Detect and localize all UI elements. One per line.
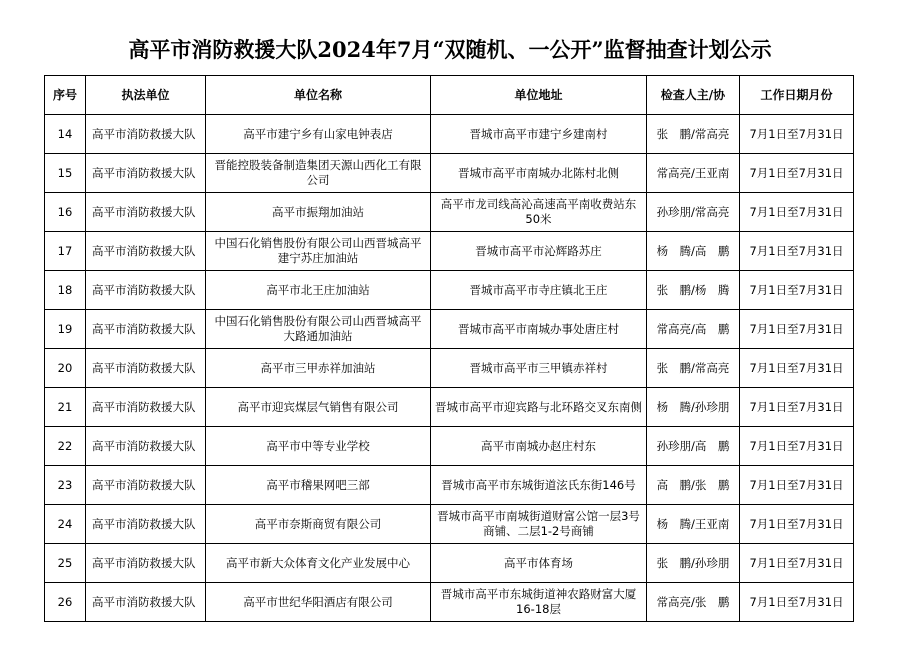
- cell-enforcement-unit: 高平市消防救援大队: [86, 427, 206, 466]
- cell-enforcement-unit: 高平市消防救援大队: [86, 232, 206, 271]
- cell-serial: 25: [45, 544, 86, 583]
- cell-unit-name: 晋能控股装备制造集团天源山西化工有限公司: [206, 154, 431, 193]
- table-header-row: [45, 76, 854, 115]
- cell-serial: 16: [45, 193, 86, 232]
- cell-enforcement-unit: 高平市消防救援大队: [86, 271, 206, 310]
- cell-inspectors: 常高亮/张 鹏: [647, 583, 740, 622]
- cell-work-date: 7月1日至7月31日: [740, 349, 854, 388]
- cell-serial: 20: [45, 349, 86, 388]
- cell-work-date: 7月1日至7月31日: [740, 310, 854, 349]
- cell-inspectors: 孙珍朋/常高亮: [647, 193, 740, 232]
- cell-unit-name: 中国石化销售股份有限公司山西晋城高平大路通加油站: [206, 310, 431, 349]
- cell-serial: 18: [45, 271, 86, 310]
- cell-serial: 14: [45, 115, 86, 154]
- cell-enforcement-unit: 高平市消防救援大队: [86, 544, 206, 583]
- cell-serial: 19: [45, 310, 86, 349]
- cell-enforcement-unit: 高平市消防救援大队: [86, 388, 206, 427]
- cell-unit-address: 晋城市高平市南城办事处唐庄村: [431, 310, 647, 349]
- cell-unit-address: 晋城市高平市三甲镇赤祥村: [431, 349, 647, 388]
- header-work-date: 工作日期月份: [740, 76, 854, 115]
- cell-unit-name: 中国石化销售股份有限公司山西晋城高平建宁苏庄加油站: [206, 232, 431, 271]
- header-unit-address: 单位地址: [431, 76, 647, 115]
- table-row: [45, 154, 854, 193]
- cell-unit-address: 晋城市高平市东城街道泫氏东街146号: [431, 466, 647, 505]
- cell-inspectors: 张 鹏/常高亮: [647, 349, 740, 388]
- cell-enforcement-unit: 高平市消防救援大队: [86, 505, 206, 544]
- table-row: [45, 505, 854, 544]
- header-inspectors: 检查人主/协: [647, 76, 740, 115]
- header-unit-name: 单位名称: [206, 76, 431, 115]
- cell-unit-name: 高平市三甲赤祥加油站: [206, 349, 431, 388]
- cell-unit-name: 高平市中等专业学校: [206, 427, 431, 466]
- table-row: [45, 427, 854, 466]
- cell-work-date: 7月1日至7月31日: [740, 427, 854, 466]
- cell-enforcement-unit: 高平市消防救援大队: [86, 466, 206, 505]
- cell-work-date: 7月1日至7月31日: [740, 388, 854, 427]
- cell-unit-name: 高平市世纪华阳酒店有限公司: [206, 583, 431, 622]
- cell-unit-name: 高平市迎宾煤层气销售有限公司: [206, 388, 431, 427]
- cell-unit-name: 高平市北王庄加油站: [206, 271, 431, 310]
- cell-work-date: 7月1日至7月31日: [740, 544, 854, 583]
- cell-inspectors: 孙珍朋/高 鹏: [647, 427, 740, 466]
- cell-unit-name: 高平市振翔加油站: [206, 193, 431, 232]
- cell-serial: 24: [45, 505, 86, 544]
- cell-work-date: 7月1日至7月31日: [740, 466, 854, 505]
- page-title: 高平市消防救援大队2024年7月“双随机、一公开”监督抽查计划公示: [128, 37, 772, 62]
- table-row: [45, 349, 854, 388]
- cell-unit-address: 高平市体育场: [431, 544, 647, 583]
- cell-unit-address: 晋城市高平市沁辉路苏庄: [431, 232, 647, 271]
- cell-enforcement-unit: 高平市消防救援大队: [86, 193, 206, 232]
- cell-inspectors: 常高亮/王亚南: [647, 154, 740, 193]
- cell-work-date: 7月1日至7月31日: [740, 115, 854, 154]
- cell-enforcement-unit: 高平市消防救援大队: [86, 154, 206, 193]
- cell-work-date: 7月1日至7月31日: [740, 154, 854, 193]
- cell-work-date: 7月1日至7月31日: [740, 583, 854, 622]
- cell-serial: 17: [45, 232, 86, 271]
- cell-inspectors: 杨 腾/王亚南: [647, 505, 740, 544]
- cell-enforcement-unit: 高平市消防救援大队: [86, 115, 206, 154]
- cell-unit-address: 晋城市高平市建宁乡建南村: [431, 115, 647, 154]
- cell-serial: 15: [45, 154, 86, 193]
- cell-inspectors: 张 鹏/常高亮: [647, 115, 740, 154]
- table-row: [45, 466, 854, 505]
- cell-unit-address: 晋城市高平市东城街道神农路财富大厦16-18层: [431, 583, 647, 622]
- cell-serial: 21: [45, 388, 86, 427]
- cell-work-date: 7月1日至7月31日: [740, 505, 854, 544]
- cell-inspectors: 杨 腾/孙珍朋: [647, 388, 740, 427]
- cell-work-date: 7月1日至7月31日: [740, 232, 854, 271]
- cell-unit-name: 高平市建宁乡有山家电钟表店: [206, 115, 431, 154]
- cell-inspectors: 张 鹏/孙珍朋: [647, 544, 740, 583]
- cell-inspectors: 高 鹏/张 鹏: [647, 466, 740, 505]
- cell-unit-name: 高平市稽果网吧三部: [206, 466, 431, 505]
- cell-work-date: 7月1日至7月31日: [740, 193, 854, 232]
- cell-inspectors: 常高亮/高 鹏: [647, 310, 740, 349]
- cell-serial: 22: [45, 427, 86, 466]
- table-row: [45, 310, 854, 349]
- cell-unit-address: 晋城市高平市南城街道财富公馆一层3号商铺、二层1-2号商铺: [431, 505, 647, 544]
- cell-unit-address: 晋城市高平市寺庄镇北王庄: [431, 271, 647, 310]
- table-row: [45, 193, 854, 232]
- cell-enforcement-unit: 高平市消防救援大队: [86, 349, 206, 388]
- cell-unit-address: 晋城市高平市迎宾路与北环路交叉东南侧: [431, 388, 647, 427]
- inspection-plan-table: [44, 75, 854, 622]
- header-serial: 序号: [45, 76, 86, 115]
- table-row: [45, 544, 854, 583]
- cell-inspectors: 张 鹏/杨 腾: [647, 271, 740, 310]
- cell-serial: 23: [45, 466, 86, 505]
- cell-enforcement-unit: 高平市消防救援大队: [86, 583, 206, 622]
- cell-unit-address: 高平市龙司线高沁高速高平南收费站东50米: [431, 193, 647, 232]
- cell-unit-address: 高平市南城办赵庄村东: [431, 427, 647, 466]
- table-row: [45, 271, 854, 310]
- header-enforcement-unit: 执法单位: [86, 76, 206, 115]
- cell-work-date: 7月1日至7月31日: [740, 271, 854, 310]
- cell-serial: 26: [45, 583, 86, 622]
- cell-unit-name: 高平市奈斯商贸有限公司: [206, 505, 431, 544]
- table-row: [45, 583, 854, 622]
- cell-enforcement-unit: 高平市消防救援大队: [86, 310, 206, 349]
- cell-inspectors: 杨 腾/高 鹏: [647, 232, 740, 271]
- table-row: [45, 232, 854, 271]
- table-row: [45, 388, 854, 427]
- cell-unit-name: 高平市新大众体育文化产业发展中心: [206, 544, 431, 583]
- cell-unit-address: 晋城市高平市南城办北陈村北侧: [431, 154, 647, 193]
- table-row: [45, 115, 854, 154]
